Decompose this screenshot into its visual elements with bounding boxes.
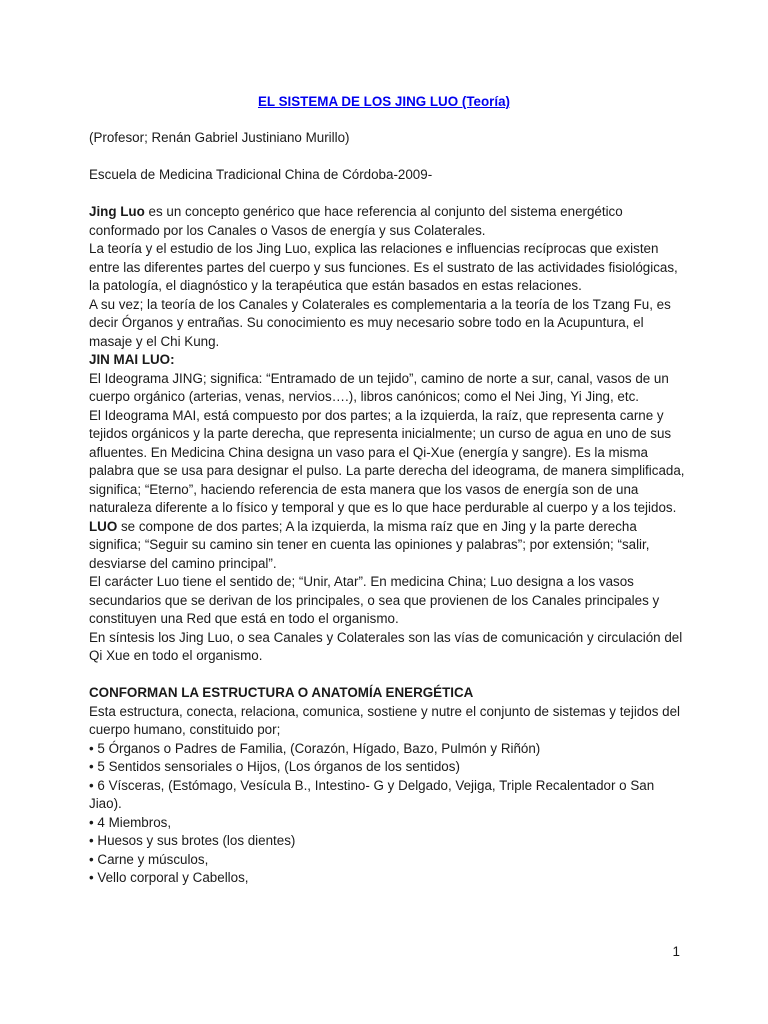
jing-paragraph: El Ideograma JING; significa: “Entramado de un tejido”, camino de norte a sur, canal, vasos de un cuerpo orgánico (arterias, venas, nervios….), libros canónicos; como el Nei Jing, Yi Jing, etc.: [89, 370, 669, 404]
intro-paragraph-2: La teoría y el estudio de los Jing Luo, explica las relaciones e influencias recíprocas que existen entre las diferentes partes del cuerpo y sus funciones. Es el sustrato de las actividades fisiológicas, la patología, el diagnóstico y la terapéutica que están basados en estas relaciones.: [89, 241, 678, 293]
author-line: (Profesor; Renán Gabriel Justiniano Murillo): [89, 130, 350, 145]
luo-paragraph-3: En síntesis los Jing Luo, o sea Canales y Colaterales son las vías de comunicación y circulación del Qi Xue en todo el organismo.: [89, 629, 683, 663]
luo-term: LUO: [89, 518, 118, 534]
jin-mai-luo-heading: JIN MAI LUO:: [89, 352, 175, 367]
intro-paragraph: [89, 203, 689, 240]
luo-text: se compone de dos partes; A la izquierda, la misma raíz que en Jing y la parte derecha significa; “Seguir su camino sin tener en cuenta las opiniones y palabras”; por extensión; “salir, desviarse del camino principal”.: [89, 518, 650, 571]
estructura-intro: Esta estructura, conecta, relaciona, comunica, sostiene y nutre el conjunto de sistemas y tejidos del cuerpo humano, constituido por;: [89, 703, 680, 737]
list-item: • 5 Órganos o Padres de Familia, (Corazón, Hígado, Bazo, Pulmón y Riñón): [89, 740, 541, 756]
intro-paragraph-3: A su vez; la teoría de los Canales y Colaterales es complementaria a la teoría de los Tzang Fu, es decir Órganos y entrañas. Su conocimiento es muy necesario sobre todo en la Acupuntura, el masaje y el Chi Kung.: [89, 296, 671, 349]
intro-text: es un concepto genérico que hace referencia al conjunto del sistema energético conformado por los Canales o Vasos de energía y sus Colaterales.: [89, 204, 623, 238]
luo-paragraph-2: El carácter Luo tiene el sentido de; “Unir, Atar”. En medicina China; Luo designa a los vasos secundarios que se derivan de los principales, o sea que provienen de los Canales principales y constituyen una Red que está en todo el organismo.: [89, 574, 660, 626]
document-body: [89, 129, 689, 888]
intro-term: Jing Luo: [89, 204, 145, 219]
document-title: EL SISTEMA DE LOS JING LUO (Teoría): [258, 94, 510, 109]
list-item: • Vello corporal y Cabellos,: [89, 870, 249, 885]
page-number: 1: [672, 944, 680, 959]
list-item: • Carne y músculos,: [89, 851, 209, 867]
list-item: • 6 Vísceras, (Estómago, Vesícula B., Intestino- G y Delgado, Vejiga, Triple Recalentador o San Jiao).: [89, 777, 655, 811]
list-item: • 5 Sentidos sensoriales o Hijos, (Los órganos de los sentidos): [89, 759, 460, 774]
school-line: Escuela de Medicina Tradicional China de Córdoba-2009-: [89, 167, 433, 182]
luo-paragraph: [89, 518, 689, 574]
estructura-heading: CONFORMAN LA ESTRUCTURA O ANATOMÍA ENERGÉTICA: [89, 685, 474, 700]
list-item: • Huesos y sus brotes (los dientes): [89, 833, 296, 848]
mai-paragraph: El Ideograma MAI, está compuesto por dos partes; a la izquierda, la raíz, que representa carne y tejidos orgánicos y la parte derecha, que representa inicialmente; un curso de agua en uno de sus afluentes. En Medicina China designa un vaso para el Qi-Xue (energía y sangre). Es la misma palabra que se usa para designar el pulso. La parte derecha del ideograma, de manera simplificada, significa; “Eterno”, haciendo referencia de esta manera que los vasos de energía son de una naturaleza diferente a lo físico y temporal y que es lo que hace perdurable al cuerpo y a los tejidos.: [89, 407, 685, 515]
list-item: • 4 Miembros,: [89, 814, 172, 830]
